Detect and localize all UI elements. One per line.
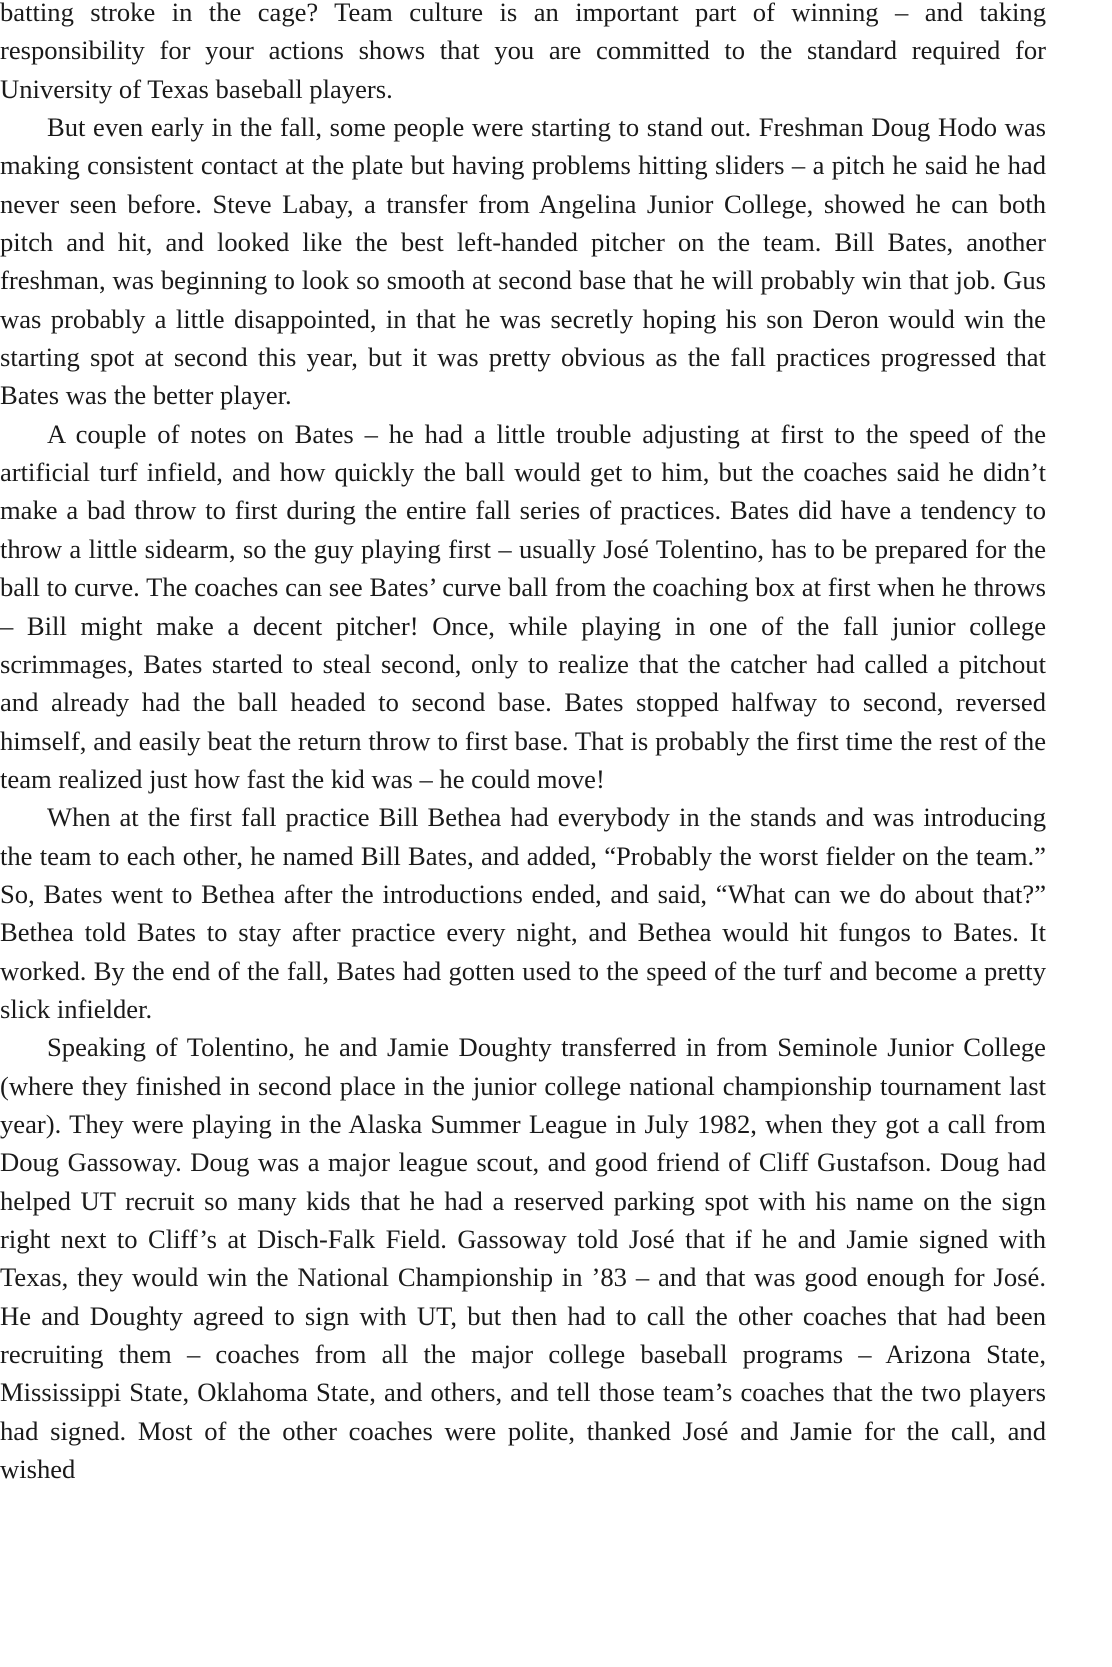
paragraph: When at the first fall practice Bill Bethea had everybody in the stands and was introducing the team to each other, he named Bill Bates, and added, “Probably the worst fielder on the team.” So, Bates went to Bethea after the introductions ended, and said, “What can we do about that?” Bethea told Bates to stay after practice every night, and Bethea would hit fungos to Bates. It worked. By the end of the fall, Bates had gotten used to the speed of the turf and become a pretty slick infielder. — [0, 802, 1046, 1024]
paragraph: Speaking of Tolentino, he and Jamie Doughty transferred in from Seminole Junior College (where they finished in second place in the junior college national championship tournament last year). They were playing in the Alaska Summer League in July 1982, when they got a call from Doug Gassoway. Doug was a major league scout, and good friend of Cliff Gustafson. Doug had helped UT recruit so many kids that he had a reserved parking spot with his name on the sign right next to Cliff’s at Disch-Falk Field. Gassoway told José that if he and Jamie signed with Texas, they would win the National Championship in ’83 – and that was good enough for José. He and Doughty agreed to sign with UT, but then had to call the other coaches that had been recruiting them – coaches from all the major college baseball programs – Arizona State, Mississippi State, Oklahoma State, and others, and tell those team’s coaches that the two players had signed. Most of the other coaches were polite, thanked José and Jamie for the call, and wished — [0, 1032, 1046, 1485]
paragraph: But even early in the fall, some people were starting to stand out. Freshman Doug Hodo was making consistent contact at the plate but having problems hitting sliders – a pitch he said he had never seen before. Steve Labay, a transfer from Angelina Junior College, showed he can both pitch and hit, and looked like the best left-handed pitcher on the team. Bill Bates, another freshman, was beginning to look so smooth at second base that he will probably win that job. Gus was probably a little disappointed, in that he was secretly hoping his son Deron would win the starting spot at second this year, but it was pretty obvious as the fall practices progressed that Bates was the better player. — [0, 112, 1046, 411]
paragraph: batting stroke in the cage? Team culture is an important part of winning – and taking responsibility for your actions shows that you are committed to the standard required for University of Texas baseball players. — [0, 0, 1046, 104]
paragraph: A couple of notes on Bates – he had a little trouble adjusting at first to the speed of the artificial turf infield, and how quickly the ball would get to him, but the coaches said he didn’t make a bad throw to first during the entire fall series of practices. Bates did have a tendency to throw a little sidearm, so the guy playing first – usually José Tolentino, has to be prepared for the ball to curve. The coaches can see Bates’ curve ball from the coaching box at first when he throws – Bill might make a decent pitcher! Once, while playing in one of the fall junior college scrimmages, Bates started to steal second, only to realize that the catcher had called a pitchout and already had the ball headed to second base. Bates stopped halfway to second, reversed himself, and easily beat the return throw to first base. That is probably the first time the rest of the team realized just how fast the kid was – he could move! — [0, 418, 1046, 794]
